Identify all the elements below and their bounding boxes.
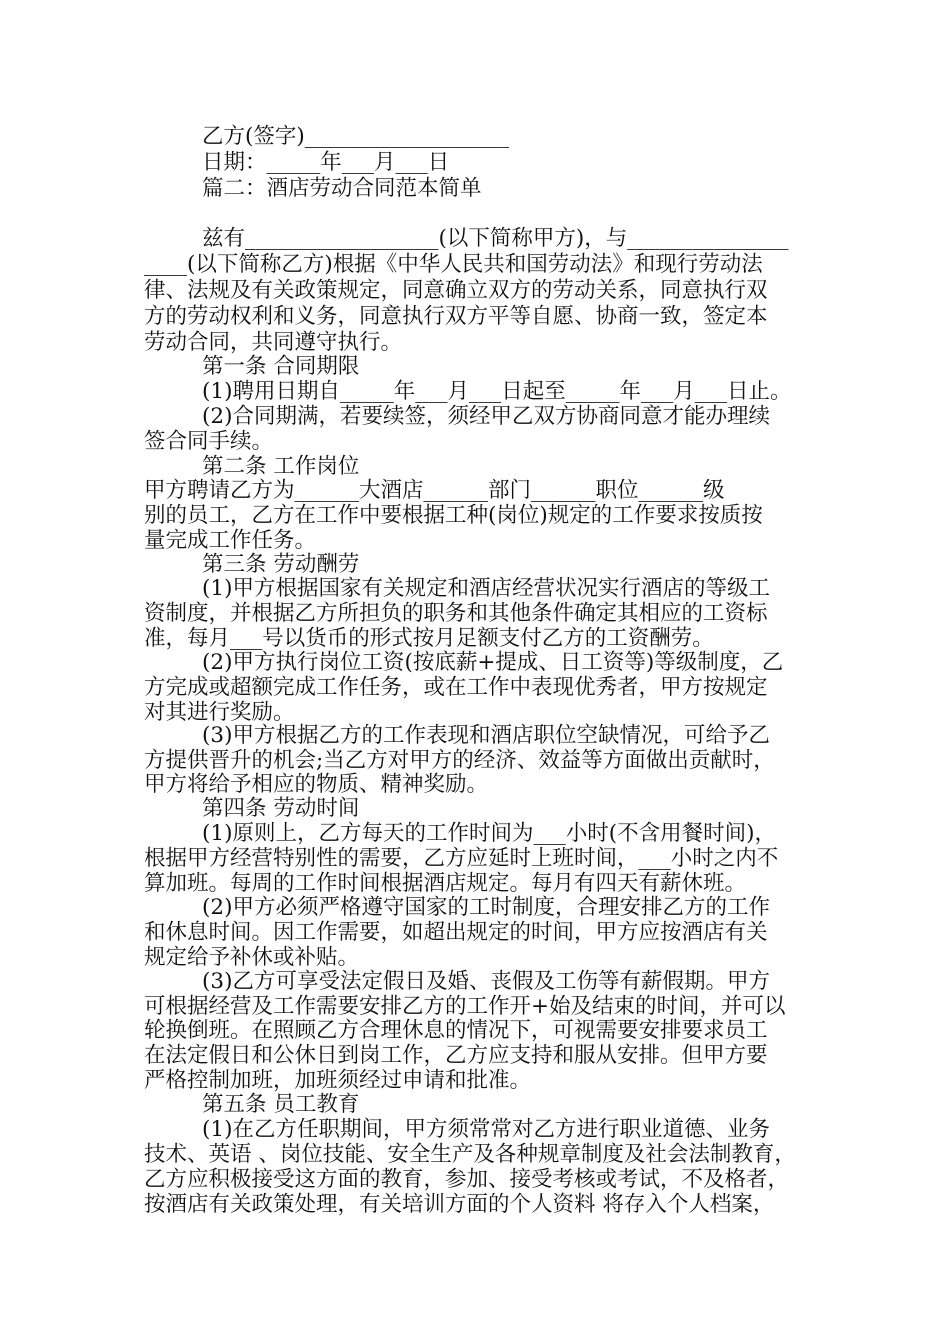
paragraph-line: ____(以下简称乙方)根据《中华人民共和国劳动法》和现行劳动法 xyxy=(144,252,763,277)
paragraph-line: 乙方应积极接受这方面的教育，参加、接受考核或考试，不及格者， xyxy=(144,1167,790,1192)
paragraph-line: 兹有__________________(以下简称甲方)，与_______________ xyxy=(202,226,789,251)
paragraph-line: 按酒店有关政策处理，有关培训方面的个人资料 将存入个人档案， xyxy=(144,1192,775,1217)
paragraph-line: 别的员工，乙方在工作中要根据工种(岗位)规定的工作要求按质按 xyxy=(144,503,763,528)
paragraph-line: 准，每月___号以货币的形式按月足额支付乙方的工资酬劳。 xyxy=(144,626,714,651)
article-heading: 第四条 劳动时间 xyxy=(202,796,360,821)
paragraph-line: 律、法规及有关政策规定，同意确立双方的劳动关系，同意执行双 xyxy=(144,278,768,303)
article-heading: 第三条 劳动酬劳 xyxy=(202,552,360,577)
article-heading: 第五条 员工教育 xyxy=(202,1092,360,1117)
paragraph-line: 技术、英语 、岗位技能、安全生产及各种规章制度及社会法制教育， xyxy=(144,1142,796,1167)
paragraph-line: (2)甲方必须严格遵守国家的工时制度，合理安排乙方的工作 xyxy=(202,895,770,920)
paragraph-line: 轮换倒班。在照顾乙方合理休息的情况下，可视需要安排要求员工 xyxy=(144,1018,768,1043)
paragraph-line: 和休息时间。因工作需要，如超出规定的时间，甲方应按酒店有关 xyxy=(144,920,768,945)
paragraph-line: (3)乙方可享受法定假日及婚、丧假及工伤等有薪假期。甲方 xyxy=(202,969,770,994)
paragraph-line: 可根据经营及工作需要安排乙方的工作开+始及结束的时间，并可以 xyxy=(144,994,786,1019)
paragraph-line: 签合同手续。 xyxy=(144,429,274,454)
paragraph-line: 严格控制加班，加班须经过申请和批准。 xyxy=(144,1068,532,1093)
article-heading: 第二条 工作岗位 xyxy=(202,454,360,479)
paragraph-line: 规定给予补休或补贴。 xyxy=(144,945,360,970)
section-title: 篇二：酒店劳动合同范本简单 xyxy=(202,176,482,201)
paragraph-line: (1)甲方根据国家有关规定和酒店经营状况实行酒店的等级工 xyxy=(202,576,770,601)
paragraph-line: 甲方聘请乙方为______大酒店______部门______职位______级 xyxy=(144,478,725,503)
paragraph-line: 资制度，并根据乙方所担负的职务和其他条件确定其相应的工资标 xyxy=(144,601,768,626)
paragraph-line: 方提供晋升的机会;当乙方对甲方的经济、效益等方面做出贡献时， xyxy=(144,748,775,773)
paragraph-line: 劳动合同，共同遵守执行。 xyxy=(144,330,403,355)
paragraph-line: 根据甲方经营特别性的需要，乙方应延时上班时间，___小时之内不 xyxy=(144,846,779,871)
paragraph-line: (2)合同期满，若要续签，须经甲乙双方协商同意才能办理续 xyxy=(202,404,770,429)
paragraph-line: 方的劳动权利和义务，同意执行双方平等自愿、协商一致，签定本 xyxy=(144,304,768,329)
paragraph-line: (1)原则上，乙方每天的工作时间为___小时(不含用餐时间)， xyxy=(202,821,776,846)
paragraph-line: 甲方将给予相应的物质、精神奖励。 xyxy=(144,772,489,797)
paragraph-line: 算加班。每周的工作时间根据酒店规定。每月有四天有薪休班。 xyxy=(144,871,747,896)
paragraph-line: 在法定假日和公休日到岗工作，乙方应支持和服从安排。但甲方要 xyxy=(144,1043,768,1068)
paragraph-line: (1)聘用日期自_____年___月___日起至_____年___月___日止。 xyxy=(202,379,792,404)
paragraph-line: 方完成或超额完成工作任务，或在工作中表现优秀者，甲方按规定 xyxy=(144,675,768,700)
signature-line: 乙方(签字)___________________ xyxy=(202,124,510,149)
paragraph-line: 对其进行奖励。 xyxy=(144,700,295,725)
paragraph-line: 量完成工作任务。 xyxy=(144,528,317,553)
date-line: 日期：_____年___月___日 xyxy=(202,150,450,175)
article-heading: 第一条 合同期限 xyxy=(202,354,360,379)
paragraph-line: (3)甲方根据乙方的工作表现和酒店职位空缺情况，可给予乙 xyxy=(202,723,770,748)
paragraph-line: (1)在乙方任职期间，甲方须常常对乙方进行职业道德、业务 xyxy=(202,1117,770,1142)
paragraph-line: (2)甲方执行岗位工资(按底薪+提成、日工资等)等级制度，乙 xyxy=(202,650,784,675)
